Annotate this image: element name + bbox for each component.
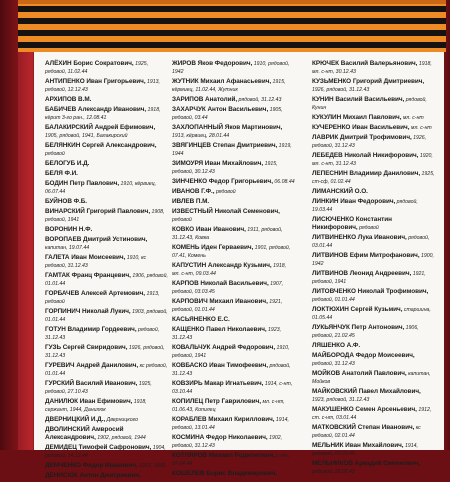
memorial-entry — [45, 226, 168, 234]
memorial-note: капитан, Мойков — [312, 371, 431, 385]
memorial-name: ДЕНИСЮК Антон Дмитриевич, — [45, 472, 141, 479]
memorial-entry — [45, 472, 168, 480]
memorial-name: КОВБАСКО Иван Тимофеевич, — [172, 362, 269, 369]
memorial-name: БЕЛЯ Ф.И. — [45, 170, 78, 177]
memorial-name: ВИНАРСКИЙ Григорий Павлович, — [45, 208, 151, 215]
memorial-entry — [312, 60, 435, 76]
memorial-entry — [45, 416, 168, 424]
memorial-name: МАКУШЕНКО Семен Арсеньевич, — [312, 406, 417, 413]
memorial-name: КАРПОВ Николай Васильевич, — [172, 280, 269, 287]
memorial-note: рядовой, 31.12.43 — [45, 327, 160, 341]
memorial-entry — [312, 460, 435, 476]
memorial-name: ЛИСЮЧЕНКО Константин Никифорович, — [312, 216, 392, 231]
memorial-entry — [172, 188, 295, 196]
memorial-name: ЖУТНИК Михаил Афанасьевич, — [172, 78, 272, 85]
memorial-name: КАРПОВИЧ Михаил Иванович, — [172, 298, 268, 305]
memorial-name: КУКУЛИН Михаил Павлович, — [312, 114, 402, 121]
memorial-note: 1908, рядовой, 1941 — [45, 209, 165, 223]
memorial-entry — [312, 270, 435, 286]
memorial-name: МАТКОВСКИЙ Степан Иванович, — [312, 424, 415, 431]
memorial-entry — [45, 78, 168, 94]
memorial-entry — [312, 424, 435, 440]
memorial-note: рядовой — [45, 151, 65, 157]
memorial-name: ДАНИЛЮК Иван Ефимович, — [45, 398, 133, 405]
memorial-entry — [45, 96, 168, 104]
memorial-entry — [172, 452, 295, 468]
memorial-entry — [172, 208, 295, 224]
memorial-entry — [45, 398, 168, 414]
memorial-name: КРЮЧЕК Василий Валерьянович, — [312, 60, 418, 67]
memorial-name: МАЙБОРОДА Федор Моисеевич, — [312, 352, 415, 359]
memorial-name: ДЕМИДЕЦ Тимофей Сафронович, — [45, 444, 152, 451]
memorial-entry — [172, 316, 295, 324]
memorial-name: ЖИРОВ Яков Федорович, — [172, 60, 253, 67]
memorial-entry — [172, 362, 295, 378]
memorial-name: ИЗВЕСТНЫЙ Николай Семенович, — [172, 208, 280, 215]
memorial-entry — [312, 234, 435, 250]
memorial-entry — [45, 462, 168, 470]
memorial-name: ЗАХЛОПАННЫЙ Яков Мартинович, — [172, 124, 283, 131]
memorial-note: 1919, 1944 — [172, 143, 292, 157]
memorial-name: ЛЯШЕНКО А.Ф. — [312, 342, 361, 349]
memorial-note: 1913, рядовой — [45, 291, 160, 305]
memorial-note: 1918, мл. с-нт, 09.03.44 — [172, 263, 287, 277]
memorial-name: КОСМИНА Федор Николаевич, — [172, 434, 268, 441]
memorial-note: 1905, рядовой, 1941, Балакирский — [45, 133, 128, 139]
memorial-entry — [312, 170, 435, 186]
memorial-entry — [172, 178, 295, 186]
memorial-note: 1912, ст. с-нт, 03.01.44 — [312, 407, 432, 421]
memorial-entry — [312, 252, 435, 268]
book-spine-shadow — [0, 0, 18, 450]
memorial-entry — [312, 352, 435, 368]
memorial-name: ЛИТОВЧЕНКО Николай Трофимович, — [312, 288, 429, 295]
names-column-3 — [312, 60, 435, 478]
memorial-note: 1905, рядовой, 03.44 — [172, 107, 283, 121]
memorial-note: 1906, рядовой, 01.01.44 — [45, 273, 168, 287]
memorial-entry — [172, 280, 295, 296]
memorial-note: рядовой, Кунин — [312, 97, 427, 111]
memorial-entry — [45, 198, 168, 206]
memorial-name: ЗИНЧЕНКО Федор Григорьевич, — [172, 178, 273, 185]
memorial-entry — [172, 380, 295, 396]
memorial-name: КАПУСТИН Александр Кузьмич, — [172, 262, 272, 269]
memorial-name: ГОРБАЧЕВ Алексей Артемович, — [45, 290, 146, 297]
memorial-note: рядовой — [214, 189, 236, 195]
memorial-name: АРХИПОВ В.М. — [45, 96, 92, 103]
memorial-entry — [312, 114, 435, 122]
memorial-note: 1926, рядовой, 31.12.43 — [45, 345, 165, 359]
memorial-entry — [312, 134, 435, 150]
memorial-entry — [172, 106, 295, 122]
memorial-name: КУНИН Василий Васильевич, — [312, 96, 405, 103]
memorial-name: ВОРОПАЕВ Дмитрий Устинович, — [45, 236, 148, 243]
memorial-note: 1906, рядовой, 21.02.45 — [312, 325, 419, 339]
memorial-entry — [312, 188, 435, 196]
memorial-entry — [172, 60, 295, 76]
memorial-name: КОВКО Иван Иванович, — [172, 226, 246, 233]
memorial-name: ДЕМЧЕНКО Федор Иванович, — [45, 462, 138, 469]
memorial-note: рядовой — [357, 225, 379, 231]
memorial-entry — [172, 326, 295, 342]
memorial-name: ЗАХАРЧУК Антон Васильевич, — [172, 106, 269, 113]
memorial-entry — [312, 406, 435, 422]
memorial-entry — [172, 78, 295, 94]
memorial-entry — [172, 198, 295, 206]
memorial-note: рядовой, 03.01.44 — [312, 235, 430, 249]
memorial-name: АЛЁХИН Борис Сократович, — [45, 60, 134, 67]
memorial-name: КОПИЛЕЦ Петр Гаврилович, — [172, 398, 261, 405]
memorial-note: 1923, рядовой, 31.12.43 — [312, 397, 370, 403]
memorial-note: 06.08.44 — [272, 179, 295, 185]
memorial-name: БАБИЧЕВ Александр Иванович, — [45, 106, 147, 113]
memorial-name: ГУРЕВИЧ Андрей Данилович, — [45, 362, 139, 369]
memorial-note: 1910, кс рядовой, 31.12.43 — [45, 255, 147, 269]
memorial-entry — [312, 324, 435, 340]
memorial-note: 1915, рядовой, 30.12.43 — [172, 161, 278, 175]
memorial-name: БОДИН Петр Павлович, — [45, 180, 120, 187]
memorial-entry — [312, 96, 435, 112]
memorial-entry — [45, 208, 168, 224]
memorial-note: 1910, рядовой, 1941 — [172, 345, 290, 359]
memorial-note: 1900, 1942 — [312, 253, 434, 267]
memorial-name: ЛИТВИНОВ Леонид Андреевич, — [312, 270, 412, 277]
memorial-entry — [45, 290, 168, 306]
memorial-note: мл. с-нт — [409, 125, 432, 131]
memorial-entry — [45, 362, 168, 378]
memorial-name: МЕЛЬНИКОВ Аркадий Семенович, — [312, 460, 421, 467]
memorial-note: 1914, с-нт, 03.10.44 — [172, 381, 293, 395]
memorial-entry — [172, 470, 295, 478]
memorial-name: ГОРПИНИЧ Николай Лукич, — [45, 308, 131, 315]
memorial-name: БУЙНОВ Ф.Б. — [45, 198, 88, 205]
memorial-name: ЗВЯГИНЦЕВ Степан Дмитриевич, — [172, 142, 278, 149]
memorial-entry — [312, 342, 435, 350]
memorial-entry — [312, 306, 435, 322]
memorial-name: КОВЗИРЬ Макар Игнатьевич, — [172, 380, 264, 387]
memorial-entry — [312, 388, 435, 404]
memorial-entry — [172, 124, 295, 140]
memorial-entry — [172, 416, 295, 432]
memorial-entry — [172, 262, 295, 278]
memorial-entry — [45, 60, 168, 76]
memorial-note: мл. с-нт — [401, 115, 424, 121]
memorial-note: 1923, 31.12.43 — [172, 327, 282, 341]
memorial-note: 1903, рядовой, 01.01.44 — [45, 309, 168, 323]
memorial-note: 1911, рядовой, 31.12.43, Ковка — [172, 227, 283, 241]
memorial-entry — [45, 380, 168, 396]
memorial-note: 1921, рядовой, 1941 — [312, 271, 426, 285]
memorial-note: 1925, рядовой, 27.10.43 — [45, 381, 152, 395]
memorial-entry — [45, 124, 168, 140]
memorial-entry — [45, 142, 168, 158]
memorial-note: рядовой, 31.12.43 — [237, 97, 282, 103]
memorial-note: рядовой, 31.12.43 — [172, 363, 291, 377]
memorial-name: КОТЛЯРОВ Михаил Родионович, — [172, 452, 275, 459]
memorial-name: БАЛАКИРСКИЙ Андрей Ефимович, — [45, 124, 156, 131]
memorial-name: ЛАВРИК Дмитрий Трофимович, — [312, 134, 412, 141]
memorial-name: ИВЛЕВ П.М. — [172, 198, 210, 205]
memorial-entry — [45, 272, 168, 288]
memorial-entry — [172, 398, 295, 414]
memorial-note: 1918, мл. с-нт, 30.12.43 — [312, 61, 432, 75]
memorial-entry — [172, 244, 295, 260]
memorial-note: кс рядовой, 01.01.44 — [45, 363, 168, 377]
memorial-note: 1902, рядовой, 31.12.43 — [172, 435, 283, 449]
memorial-note: 1913, 1943 — [137, 463, 166, 469]
memorial-entry — [172, 160, 295, 176]
memorial-entry — [172, 226, 295, 242]
memorial-note: 1918, сержант, 1944, Данилюк — [45, 399, 147, 413]
memorial-name: ИВАНОВ Г.Ф., — [172, 188, 215, 195]
memorial-name: БЕЛЯНКИН Сергей Александрович, — [45, 142, 157, 149]
memorial-entry — [312, 124, 435, 132]
memorial-entry — [312, 370, 435, 386]
memorial-name: КАЩЕНКО Павел Николаевич, — [172, 326, 267, 333]
ribbon-top-edge — [18, 0, 446, 4]
names-sheet — [34, 52, 444, 479]
memorial-name: ДВОЛИНСКИЙ Амвросий Александрович, — [45, 426, 124, 441]
memorial-name: ГОТУН Владимир Гордеевич, — [45, 326, 137, 333]
memorial-entry — [45, 444, 168, 460]
memorial-name: ЗАРИПОВ Анатолий, — [172, 96, 238, 103]
memorial-entry — [45, 344, 168, 360]
memorial-note: 1914, рядовой, 13.01.44 — [172, 417, 289, 431]
memorial-entry — [45, 170, 168, 178]
memorial-name: КОВАЛЬЧУК Андрей Федорович, — [172, 344, 276, 351]
memorial-name: БЕЛОГУБ И.Д. — [45, 160, 90, 167]
memorial-name: МОЙКОВ Анатолий Павлович, — [312, 370, 407, 377]
memorial-note: 1920, мл. с-нт, 31.12.43 — [312, 153, 433, 167]
memorial-note: 1921, рядовой, 01.01.44 — [172, 299, 283, 313]
memorial-note: 1926, рядовой, 31.12.43 — [312, 87, 370, 93]
memorial-note: 1925, ст-сф, 01.02.44 — [312, 171, 435, 185]
memorial-entry — [45, 254, 168, 270]
memorial-note: рядовой, 19.03.44 — [312, 199, 418, 213]
memorial-name: КОРАБЛЕВ Михаил Кириллович, — [172, 416, 275, 423]
memorial-entry — [172, 298, 295, 314]
memorial-name: ЛИТВИНОВ Ефим Митрофанович, — [312, 252, 420, 259]
memorial-entry — [45, 106, 168, 122]
memorial-note: 1925, рядовой, 11.02.44 — [45, 61, 149, 75]
memorial-name: ЛИНКИН Иван Федорович, — [312, 198, 396, 205]
memorial-name: ГАМТАК Франц Францевич, — [45, 272, 131, 279]
memorial-name: КОМЕНЬ Иден Герваевич, — [172, 244, 254, 251]
memorial-note: с-нт, 07.04.44 — [172, 453, 290, 467]
memorial-name: АНТИПЕНКО Иван Григорьевич, — [45, 78, 146, 85]
memorial-note: старшина, 01.05.44 — [312, 307, 431, 321]
memorial-note: 1901, рядовой, 07.41, Комень — [172, 245, 291, 259]
memorial-name: ВОРОНИН Н.Ф. — [45, 226, 93, 233]
memorial-name: ГУРСКИЙ Василий Иванович, — [45, 380, 138, 387]
memorial-note: кс рядовой, 02.01.44 — [312, 425, 421, 439]
st-george-ribbon — [18, 0, 446, 52]
memorial-name: МАЙКОВСКИЙ Павел Михайлович, — [312, 388, 421, 395]
memorial-entry — [312, 78, 435, 94]
memorial-entry — [312, 152, 435, 168]
memorial-note: 1902, рядовой, 1944 — [95, 435, 146, 441]
memorial-note: 1910, кёрвиец, 06.07.44 — [45, 181, 157, 195]
memorial-entry — [45, 160, 168, 168]
memorial-note: 1913, рядовой, 12.12.43 — [45, 79, 160, 93]
memorial-entry — [312, 198, 435, 214]
memorial-entry — [45, 180, 168, 196]
memorial-entry — [312, 216, 435, 232]
memorial-name: ЛЕБЕДЕВ Николай Никифорович, — [312, 152, 419, 159]
names-column-2 — [172, 60, 295, 480]
memorial-entry — [45, 236, 168, 252]
memorial-entry — [45, 308, 168, 324]
memorial-name: ЛИТВИНЕНКО Лука Иванович, — [312, 234, 407, 241]
memorial-note: мл. с-нт, 01.06.43, Копилец — [172, 399, 285, 413]
memorial-name: ЛЕПЕСНИН Владимир Данилович, — [312, 170, 421, 177]
memorial-note: 1915, кёрмиец, 11.02.44, Жутник — [172, 79, 286, 93]
memorial-entry — [172, 344, 295, 360]
memorial-name: ГУЗЬ Сергей Свиридович, — [45, 344, 128, 351]
memorial-note: 1914, рядовой, 00.03.45 — [312, 443, 418, 457]
memorial-note: 1910, рядовой, 1942 — [172, 61, 290, 75]
memorial-note: рядовой, 22.02.43 — [312, 469, 355, 475]
memorial-note: рядовой — [172, 217, 192, 223]
memorial-note: 1918, кёрит 3-го ран., 12.08.41 — [45, 107, 161, 121]
memorial-name: ДВЕРНИЦКИЙ И.Д., — [45, 416, 106, 423]
memorial-entry — [172, 96, 295, 104]
memorial-name: ЛУКЬЯНЧУК Петр Антонович, — [312, 324, 405, 331]
memorial-note: рядовой, 01.01.44 — [312, 297, 355, 303]
memorial-entry — [312, 442, 435, 458]
memorial-name: КУЧЕРЕНКО Иван Васильевич, — [312, 124, 410, 131]
memorial-name: ГАЛЕТА Иван Моисеевич, — [45, 254, 126, 261]
memorial-entry — [172, 434, 295, 450]
memorial-name: ЗИМОУРЯ Иван Михайлович, — [172, 160, 264, 167]
memorial-entry — [45, 426, 168, 442]
memorial-entry — [312, 288, 435, 304]
memorial-note: 1904, рядовой, 14.12.44 — [45, 445, 166, 459]
memorial-name: КАСЬЯНЕНКО Е.С. — [172, 316, 230, 323]
memorial-note: рядовой, 31.12.43 — [312, 361, 355, 367]
memorial-note: 1913, кёрвиец, 28.01.44 — [172, 133, 230, 139]
memorial-name: КОШЕЛЕВ Борис Владимирович, — [172, 470, 278, 477]
memorial-name: МЕЛЬНИК Иван Михайлович, — [312, 442, 404, 449]
memorial-name: ЛОКТЮХИН Сергей Кузьмич, — [312, 306, 403, 313]
memorial-note: капитан, 19.07.44 — [45, 245, 90, 251]
memorial-entry — [172, 142, 295, 158]
memorial-entry — [45, 326, 168, 342]
memorial-note: 1926, рядовой, 31.12.43 — [312, 135, 427, 149]
names-column-1 — [45, 60, 168, 482]
memorial-note: Дверницкого — [105, 417, 138, 423]
memorial-note: 1907, рядовой, 03.03.45 — [172, 281, 284, 295]
memorial-name: ЛИМАНСКИЙ О.О. — [312, 188, 368, 195]
memorial-name: КУЗЬМЕНКО Григорий Дмитриевич, — [312, 78, 425, 85]
